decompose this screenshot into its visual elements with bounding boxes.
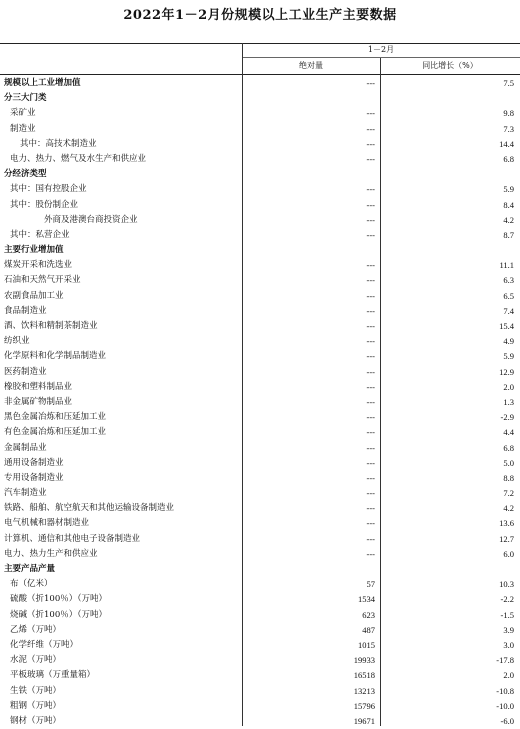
absolute-value-cell: --- bbox=[366, 138, 375, 149]
row-label: 其中：高技术制造业 bbox=[20, 138, 97, 149]
yoy-growth-cell: 2.0 bbox=[503, 670, 514, 681]
table-row bbox=[0, 167, 520, 182]
table-row bbox=[0, 152, 520, 167]
row-label: 其中：国有控股企业 bbox=[10, 184, 87, 195]
table-row bbox=[0, 349, 520, 364]
yoy-growth-cell: 11.1 bbox=[499, 260, 514, 271]
absolute-value-cell: --- bbox=[366, 184, 375, 195]
yoy-growth-header: 同比增长（%） bbox=[422, 61, 478, 70]
table-row bbox=[0, 471, 520, 486]
absolute-value-cell: --- bbox=[366, 153, 375, 164]
table-row bbox=[0, 213, 520, 228]
table-row bbox=[0, 319, 520, 334]
absolute-value-cell: --- bbox=[366, 351, 375, 362]
row-label: 化学纤维（万吨） bbox=[10, 639, 79, 650]
row-label: 主要产品产量 bbox=[4, 564, 56, 574]
row-label: 制造业 bbox=[10, 123, 36, 134]
yoy-growth-cell: 13.6 bbox=[499, 518, 514, 529]
yoy-growth-cell: 7.4 bbox=[503, 305, 514, 316]
row-label: 布（亿米） bbox=[10, 579, 53, 590]
absolute-value-cell: --- bbox=[366, 321, 375, 331]
table-row bbox=[0, 592, 520, 607]
row-label: 规模以上工业增加值 bbox=[4, 78, 81, 88]
yoy-growth-cell: 7.3 bbox=[503, 123, 514, 134]
absolute-value-header: 绝对量 bbox=[299, 61, 323, 70]
table-row bbox=[0, 714, 520, 729]
row-label: 食品制造业 bbox=[4, 305, 47, 316]
absolute-value-cell: --- bbox=[366, 78, 375, 88]
yoy-growth-cell: -1.5 bbox=[500, 609, 514, 620]
table-row bbox=[0, 258, 520, 273]
absolute-value-cell: --- bbox=[366, 229, 375, 240]
row-label: 乙烯（万吨） bbox=[10, 624, 62, 635]
row-label: 分经济类型 bbox=[4, 169, 47, 180]
table-row bbox=[0, 699, 520, 714]
yoy-growth-cell: 3.0 bbox=[503, 639, 514, 650]
table-row bbox=[0, 273, 520, 288]
absolute-value-cell: --- bbox=[366, 290, 375, 301]
table-row bbox=[0, 137, 520, 152]
absolute-value-cell: 19933 bbox=[353, 655, 375, 666]
row-label: 烧碱（折100％）（万吨） bbox=[10, 609, 107, 620]
row-label: 生铁（万吨） bbox=[10, 685, 62, 696]
yoy-growth-cell: 10.3 bbox=[499, 579, 514, 590]
table-row bbox=[0, 198, 520, 213]
row-label: 平板玻璃（万重量箱） bbox=[10, 670, 96, 681]
table-row bbox=[0, 516, 520, 531]
row-label: 采矿业 bbox=[10, 108, 36, 119]
yoy-growth-cell: -2.9 bbox=[500, 412, 514, 423]
table-row bbox=[0, 608, 520, 623]
row-label: 农副食品加工业 bbox=[4, 290, 64, 301]
absolute-value-cell: --- bbox=[366, 108, 375, 119]
row-label: 硫酸（折100％）（万吨） bbox=[10, 594, 107, 605]
yoy-growth-cell: 4.2 bbox=[503, 214, 514, 225]
table-row bbox=[0, 486, 520, 501]
yoy-growth-cell: 12.9 bbox=[499, 366, 514, 377]
row-label: 粗钢（万吨） bbox=[10, 700, 62, 711]
row-label: 化学原料和化学制品制造业 bbox=[4, 351, 107, 362]
absolute-value-cell: 19671 bbox=[353, 715, 375, 726]
row-label: 煤炭开采和洗选业 bbox=[4, 260, 73, 271]
absolute-value-cell: --- bbox=[366, 412, 375, 423]
absolute-value-cell: --- bbox=[366, 396, 375, 407]
row-label: 主要行业增加值 bbox=[4, 245, 64, 256]
table-row bbox=[0, 91, 520, 106]
table-row bbox=[0, 562, 520, 577]
yoy-growth-cell: 6.3 bbox=[503, 275, 514, 286]
yoy-growth-cell: 8.7 bbox=[503, 229, 514, 240]
absolute-value-cell: --- bbox=[366, 457, 375, 468]
absolute-value-cell: --- bbox=[366, 305, 375, 316]
absolute-value-cell: --- bbox=[366, 336, 375, 347]
table-row bbox=[0, 76, 520, 91]
table-row bbox=[0, 289, 520, 304]
absolute-value-cell: --- bbox=[366, 472, 375, 483]
table-row bbox=[0, 122, 520, 137]
yoy-growth-cell: -10.0 bbox=[496, 700, 514, 711]
absolute-value-cell: 13213 bbox=[353, 685, 375, 696]
table-row bbox=[0, 228, 520, 243]
table-row bbox=[0, 638, 520, 653]
absolute-value-cell: --- bbox=[366, 548, 375, 559]
table-row bbox=[0, 380, 520, 395]
row-label: 计算机、通信和其他电子设备制造业 bbox=[4, 533, 141, 544]
yoy-growth-cell: 3.9 bbox=[503, 624, 514, 635]
table-row bbox=[0, 395, 520, 410]
absolute-value-cell: --- bbox=[366, 427, 375, 438]
table-row bbox=[0, 106, 520, 121]
table-row bbox=[0, 410, 520, 425]
yoy-growth-cell: 6.0 bbox=[503, 548, 514, 559]
row-label: 外商及港澳台商投资企业 bbox=[44, 214, 138, 225]
row-label: 电力、热力、燃气及水生产和供应业 bbox=[10, 153, 147, 164]
yoy-growth-cell: 14.4 bbox=[499, 138, 514, 149]
table-row bbox=[0, 668, 520, 683]
absolute-value-cell: --- bbox=[366, 214, 375, 225]
absolute-value-cell: 15796 bbox=[353, 700, 375, 711]
row-label: 黑色金属冶炼和压延加工业 bbox=[4, 412, 107, 423]
row-label: 通用设备制造业 bbox=[4, 457, 64, 468]
yoy-growth-cell: 8.8 bbox=[503, 472, 514, 483]
table-row bbox=[0, 623, 520, 638]
yoy-growth-cell: 1.3 bbox=[503, 396, 514, 407]
yoy-growth-cell: 9.8 bbox=[503, 108, 514, 119]
table-row bbox=[0, 547, 520, 562]
yoy-growth-cell: 4.9 bbox=[503, 336, 514, 347]
table-row bbox=[0, 304, 520, 319]
absolute-value-cell: 57 bbox=[366, 579, 375, 590]
table-row bbox=[0, 441, 520, 456]
absolute-value-cell: --- bbox=[366, 442, 375, 453]
yoy-growth-cell: 15.4 bbox=[499, 321, 514, 331]
row-label: 专用设备制造业 bbox=[4, 472, 64, 483]
yoy-growth-cell: 6.8 bbox=[503, 153, 514, 164]
yoy-growth-cell: -10.8 bbox=[496, 685, 514, 696]
row-label: 汽车制造业 bbox=[4, 488, 47, 499]
table-row bbox=[0, 365, 520, 380]
yoy-growth-cell: 5.9 bbox=[503, 351, 514, 362]
yoy-growth-cell: -17.8 bbox=[496, 655, 514, 666]
absolute-value-cell: --- bbox=[366, 488, 375, 499]
row-label: 其中：私营企业 bbox=[10, 229, 70, 240]
period-header: 1－2月 bbox=[367, 45, 395, 54]
row-label: 金属制品业 bbox=[4, 442, 47, 453]
yoy-growth-cell: 7.2 bbox=[503, 488, 514, 499]
row-label: 电气机械和器材制造业 bbox=[4, 518, 90, 529]
row-label: 其中：股份制企业 bbox=[10, 199, 79, 210]
table-row bbox=[0, 532, 520, 547]
absolute-value-cell: --- bbox=[366, 123, 375, 134]
yoy-growth-cell: 6.8 bbox=[503, 442, 514, 453]
table-row bbox=[0, 243, 520, 258]
row-label: 橡胶和塑料制品业 bbox=[4, 381, 73, 392]
table-row bbox=[0, 334, 520, 349]
row-label: 酒、饮料和精制茶制造业 bbox=[4, 321, 98, 331]
absolute-value-cell: 623 bbox=[362, 609, 375, 620]
table-row bbox=[0, 684, 520, 699]
table-row bbox=[0, 501, 520, 516]
row-label: 石油和天然气开采业 bbox=[4, 275, 81, 286]
absolute-value-cell: --- bbox=[366, 366, 375, 377]
page-title: 2022年1－2月份规模以上工业生产主要数据 bbox=[123, 8, 397, 23]
row-label: 纺织业 bbox=[4, 336, 30, 347]
table-row bbox=[0, 456, 520, 471]
header-bottom-rule bbox=[0, 74, 520, 75]
yoy-growth-cell: 4.4 bbox=[503, 427, 514, 438]
row-label: 电力、热力生产和供应业 bbox=[4, 548, 98, 559]
table-row bbox=[0, 653, 520, 668]
yoy-growth-cell: 4.2 bbox=[503, 503, 514, 514]
yoy-growth-cell: 5.9 bbox=[503, 184, 514, 195]
row-label: 有色金属冶炼和压延加工业 bbox=[4, 427, 107, 438]
absolute-value-cell: 16518 bbox=[353, 670, 375, 681]
absolute-value-cell: --- bbox=[366, 275, 375, 286]
absolute-value-cell: 1015 bbox=[358, 639, 375, 650]
absolute-value-cell: --- bbox=[366, 381, 375, 392]
yoy-growth-cell: 2.0 bbox=[503, 381, 514, 392]
absolute-value-cell: --- bbox=[366, 533, 375, 544]
table-row bbox=[0, 577, 520, 592]
absolute-value-cell: 487 bbox=[362, 624, 375, 635]
yoy-growth-cell: -6.0 bbox=[500, 715, 514, 726]
row-label: 水泥（万吨） bbox=[10, 655, 62, 666]
yoy-growth-cell: 8.4 bbox=[503, 199, 514, 210]
table-body bbox=[0, 76, 520, 729]
row-label: 铁路、船舶、航空航天和其他运输设备制造业 bbox=[4, 503, 175, 514]
absolute-value-cell: --- bbox=[366, 503, 375, 514]
table-row bbox=[0, 425, 520, 440]
row-label: 非金属矿物制品业 bbox=[4, 396, 73, 407]
yoy-growth-cell: 12.7 bbox=[499, 533, 514, 544]
absolute-value-cell: --- bbox=[366, 260, 375, 271]
table-row bbox=[0, 182, 520, 197]
row-label: 分三大门类 bbox=[4, 93, 47, 104]
row-label: 医药制造业 bbox=[4, 366, 47, 377]
yoy-growth-cell: 5.0 bbox=[503, 457, 514, 468]
absolute-value-cell: --- bbox=[366, 518, 375, 529]
yoy-growth-cell: -2.2 bbox=[500, 594, 514, 605]
yoy-growth-cell: 6.5 bbox=[503, 290, 514, 301]
row-label: 钢材（万吨） bbox=[10, 715, 62, 726]
yoy-growth-cell: 7.5 bbox=[503, 78, 514, 88]
absolute-value-cell: 1534 bbox=[358, 594, 375, 605]
absolute-value-cell: --- bbox=[366, 199, 375, 210]
